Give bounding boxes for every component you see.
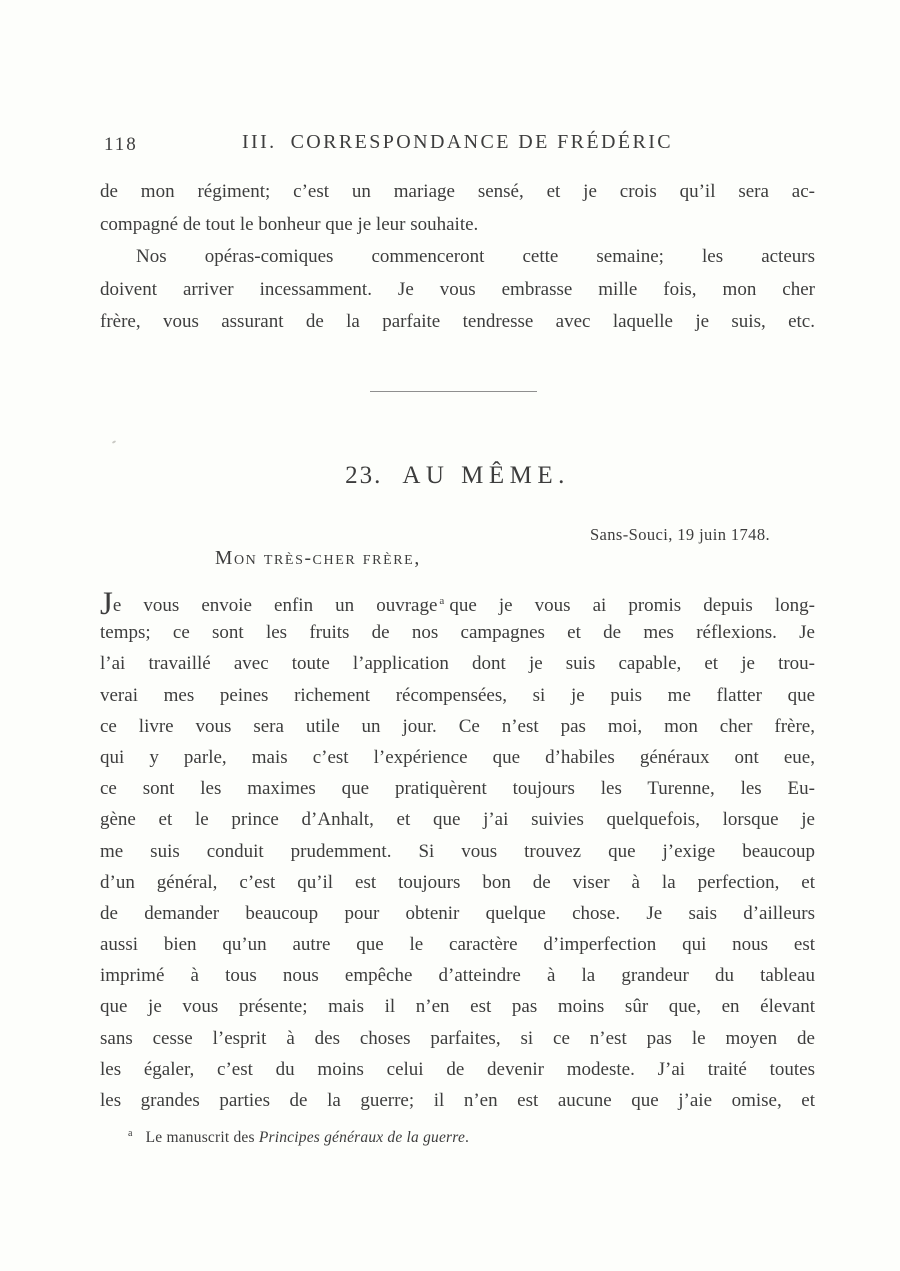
- text-line-opening: [100, 586, 815, 622]
- text-line: aussi bien qu’un autre que le caractère d’imperfection qui nous est: [100, 934, 815, 956]
- page-number: 118: [104, 134, 138, 155]
- text-line: de demander beaucoup pour obtenir quelque chose. Je sais d’ailleurs: [100, 902, 815, 924]
- opening-pre-note: e vous envoie enfin un ouvrage: [112, 595, 438, 616]
- running-title-text: CORRESPONDANCE DE FRÉDÉRIC: [290, 131, 674, 153]
- text-line: temps; ce sont les fruits de nos campagnes et de mes réflexions. Je: [100, 622, 815, 644]
- opening-post-note: que je vous ai promis depuis long-: [449, 595, 815, 616]
- letter-title: AU MÊME.: [402, 462, 570, 489]
- footnote-reference-mark: a: [439, 595, 445, 607]
- text-line: compagné de tout le bonheur que je leur souhaite.: [100, 213, 479, 235]
- footnote-work-title: Principes généraux de la guerre: [258, 1129, 466, 1146]
- previous-letter-paragraph-1: [100, 176, 815, 241]
- text-line: Nos opéras-comiques commenceront cette semaine; les acteurs: [136, 246, 815, 267]
- text-line: ce sont les maximes que pratiquèrent toujours les Turenne, les Eu-: [100, 778, 815, 800]
- text-line: imprimé à tous nous empêche d’atteindre à la grandeur du tableau: [100, 965, 815, 987]
- section-divider: [370, 391, 537, 392]
- text-line: frère, vous assurant de la parfaite tendresse avec laquelle je suis, etc.: [100, 311, 815, 332]
- footnote-period: .: [465, 1129, 470, 1146]
- text-line: me suis conduit prudemment. Si vous trouvez que j’exige beaucoup: [100, 840, 815, 862]
- previous-letter-paragraph-2: [100, 241, 815, 339]
- drop-initial: J: [100, 586, 113, 622]
- text-line: gène et le prince d’Anhalt, et que j’ai suivies quelquefois, lorsque je: [100, 809, 815, 831]
- text-line: que je vous présente; mais il n’en est pas moins sûr que, en élevant: [100, 996, 815, 1018]
- text-line: l’ai travaillé avec toute l’application dont je suis capable, et je trou-: [100, 653, 815, 675]
- running-title: [100, 131, 815, 154]
- text-line: qui y parle, mais c’est l’expérience que d’habiles généraux ont eue,: [100, 746, 815, 768]
- footnote-text: Le manuscrit des: [145, 1129, 259, 1146]
- page-header: [100, 131, 815, 157]
- footnote-mark: a: [128, 1128, 133, 1139]
- text-line: doivent arriver incessamment. Je vous embrasse mille fois, mon cher: [100, 278, 815, 300]
- letter-body: [100, 586, 815, 1116]
- salutation: Mon très-cher frère,: [215, 548, 421, 569]
- text-line: les égaler, c’est du moins celui de devenir modeste. J’ai traité toutes: [100, 1058, 815, 1080]
- scan-speck: [112, 440, 116, 444]
- text-line: les grandes parties de la guerre; il n’en est aucune que j’aie omise, et: [100, 1090, 815, 1111]
- text-line: ce livre vous sera utile un jour. Ce n’est pas moi, mon cher frère,: [100, 715, 815, 737]
- text-line: sans cesse l’esprit à des choses parfaites, si ce n’est pas le moyen de: [100, 1027, 815, 1049]
- letter-number: 23.: [345, 462, 383, 489]
- text-line: de mon régiment; c’est un mariage sensé, et je crois qu’il sera ac-: [100, 181, 815, 202]
- dateline: Sans-Souci, 19 juin 1748.: [589, 525, 770, 544]
- letter-heading: [100, 462, 815, 490]
- text-line: d’un général, c’est qu’il est toujours bon de viser à la perfection, et: [100, 871, 815, 893]
- footnote: [128, 1128, 688, 1147]
- chapter-number: III.: [241, 131, 277, 153]
- text-line: verai mes peines richement récompensées, si je puis me flatter que: [100, 684, 815, 706]
